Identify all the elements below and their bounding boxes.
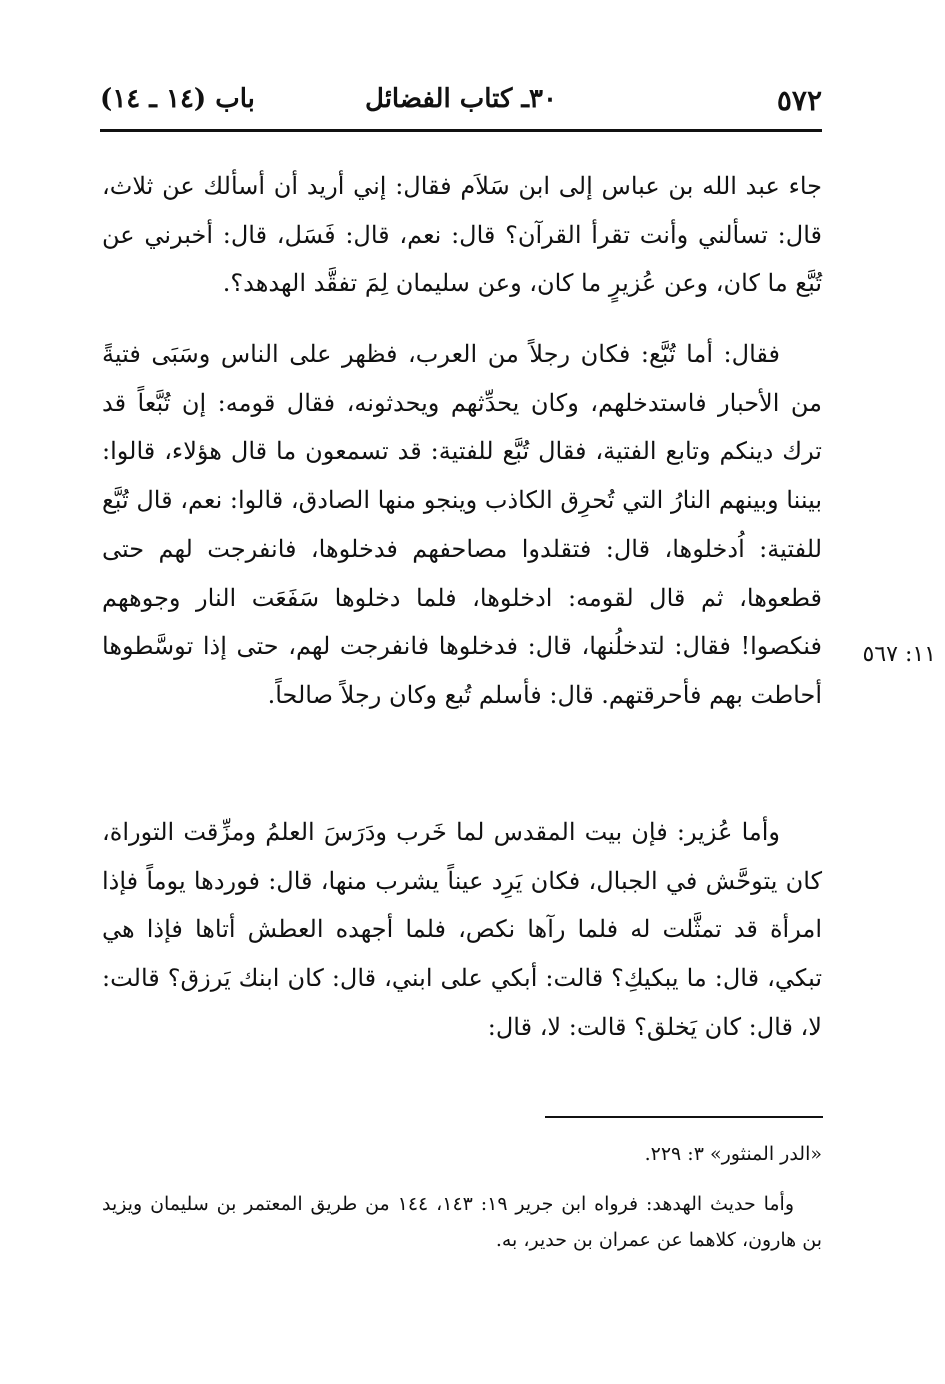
footnotes	[102, 1136, 822, 1272]
page-number: ٥٧٢	[776, 84, 822, 117]
header-rule	[100, 129, 822, 132]
margin-reference: ١١: ٥٦٧	[862, 642, 936, 667]
running-header	[100, 84, 822, 128]
paragraph-text: جاء عبد الله بن عباس إلى ابن سَلاَم فقال: إني أريد أن أسألك عن ثلاث، قال: تسألني وأنت تقرأ القرآن؟ قال: نعم، قال: فَسَل، قال: أخبرني عن تُبَّع ما كان، وعن عُزيرٍ ما كان، وعن سليمان لِمَ تفقَّد الهدهد؟.	[102, 172, 822, 298]
main-paragraph	[102, 162, 822, 308]
footnote: وأما حديث الهدهد: فرواه ابن جرير ١٩: ١٤٣، ١٤٤ من طريق المعتمر بن سليمان ويزيد بن هارون، كلاهما عن عمران بن حدير، به.	[102, 1193, 822, 1251]
book-title: ٣٠ـ كتاب الفضائل	[365, 84, 557, 114]
footnote-rule	[545, 1116, 823, 1118]
paragraph-text: فقال: أما تُبَّع: فكان رجلاً من العرب، فظهر على الناس وسَبَى فتيةً من الأحبار فاستدخلهم، وكان يحدِّثهم ويحدثونه، فقال قومه: إن تُبَّعاً قد ترك دينكم وتابع الفتية، فقال تُبَّع للفتية: قد تسمعون ما قال هؤلاء، قالوا: بيننا وبينهم النارُ التي تُحرِق الكاذب وينجو منها الصادق، قالوا: نعم، قال تُبَّع للفتية: اُدخلوها، قال: فتقلدوا مصاحفهم فدخلوها، فانفرجت لهم حتى قطعوها، ثم قال لقومه: ادخلوها، فلما دخلوها سَفَعَت النار وجوههم فنكصوا! فقال: لتدخلُنها، قال: فدخلوها فانفرجت لهم، حتى إذا توسَّطوها أحاطت بهم فأحرقتهم. قال: فأسلم تُبع وكان رجلاً صالحاً.	[102, 340, 822, 709]
main-paragraph	[102, 330, 822, 720]
main-paragraph	[102, 808, 822, 1052]
paragraph-text: وأما عُزير: فإن بيت المقدس لما خَرب ودَرَسَ العلمُ ومزِّقت التوراة، كان يتوحَّش في الجبال، فكان يَرِد عيناً يشرب منها، قال: فوردها يوماً فإذا امرأة قد تمثَّلت له فلما رآها نكص، فلما أجهده العطش أتاها فإذا هي تبكي، قال: ما يبكيكِ؟ قالت: أبكي على ابني، قال: كان ابنك يَرزق؟ قالت: لا، قال: كان يَخلق؟ قالت: لا، قال:	[102, 818, 822, 1041]
footnote: «الدر المنثور» ٣: ٢٢٩.	[644, 1143, 822, 1165]
chapter-label: باب (١٤ ـ ١٤)	[100, 84, 255, 114]
